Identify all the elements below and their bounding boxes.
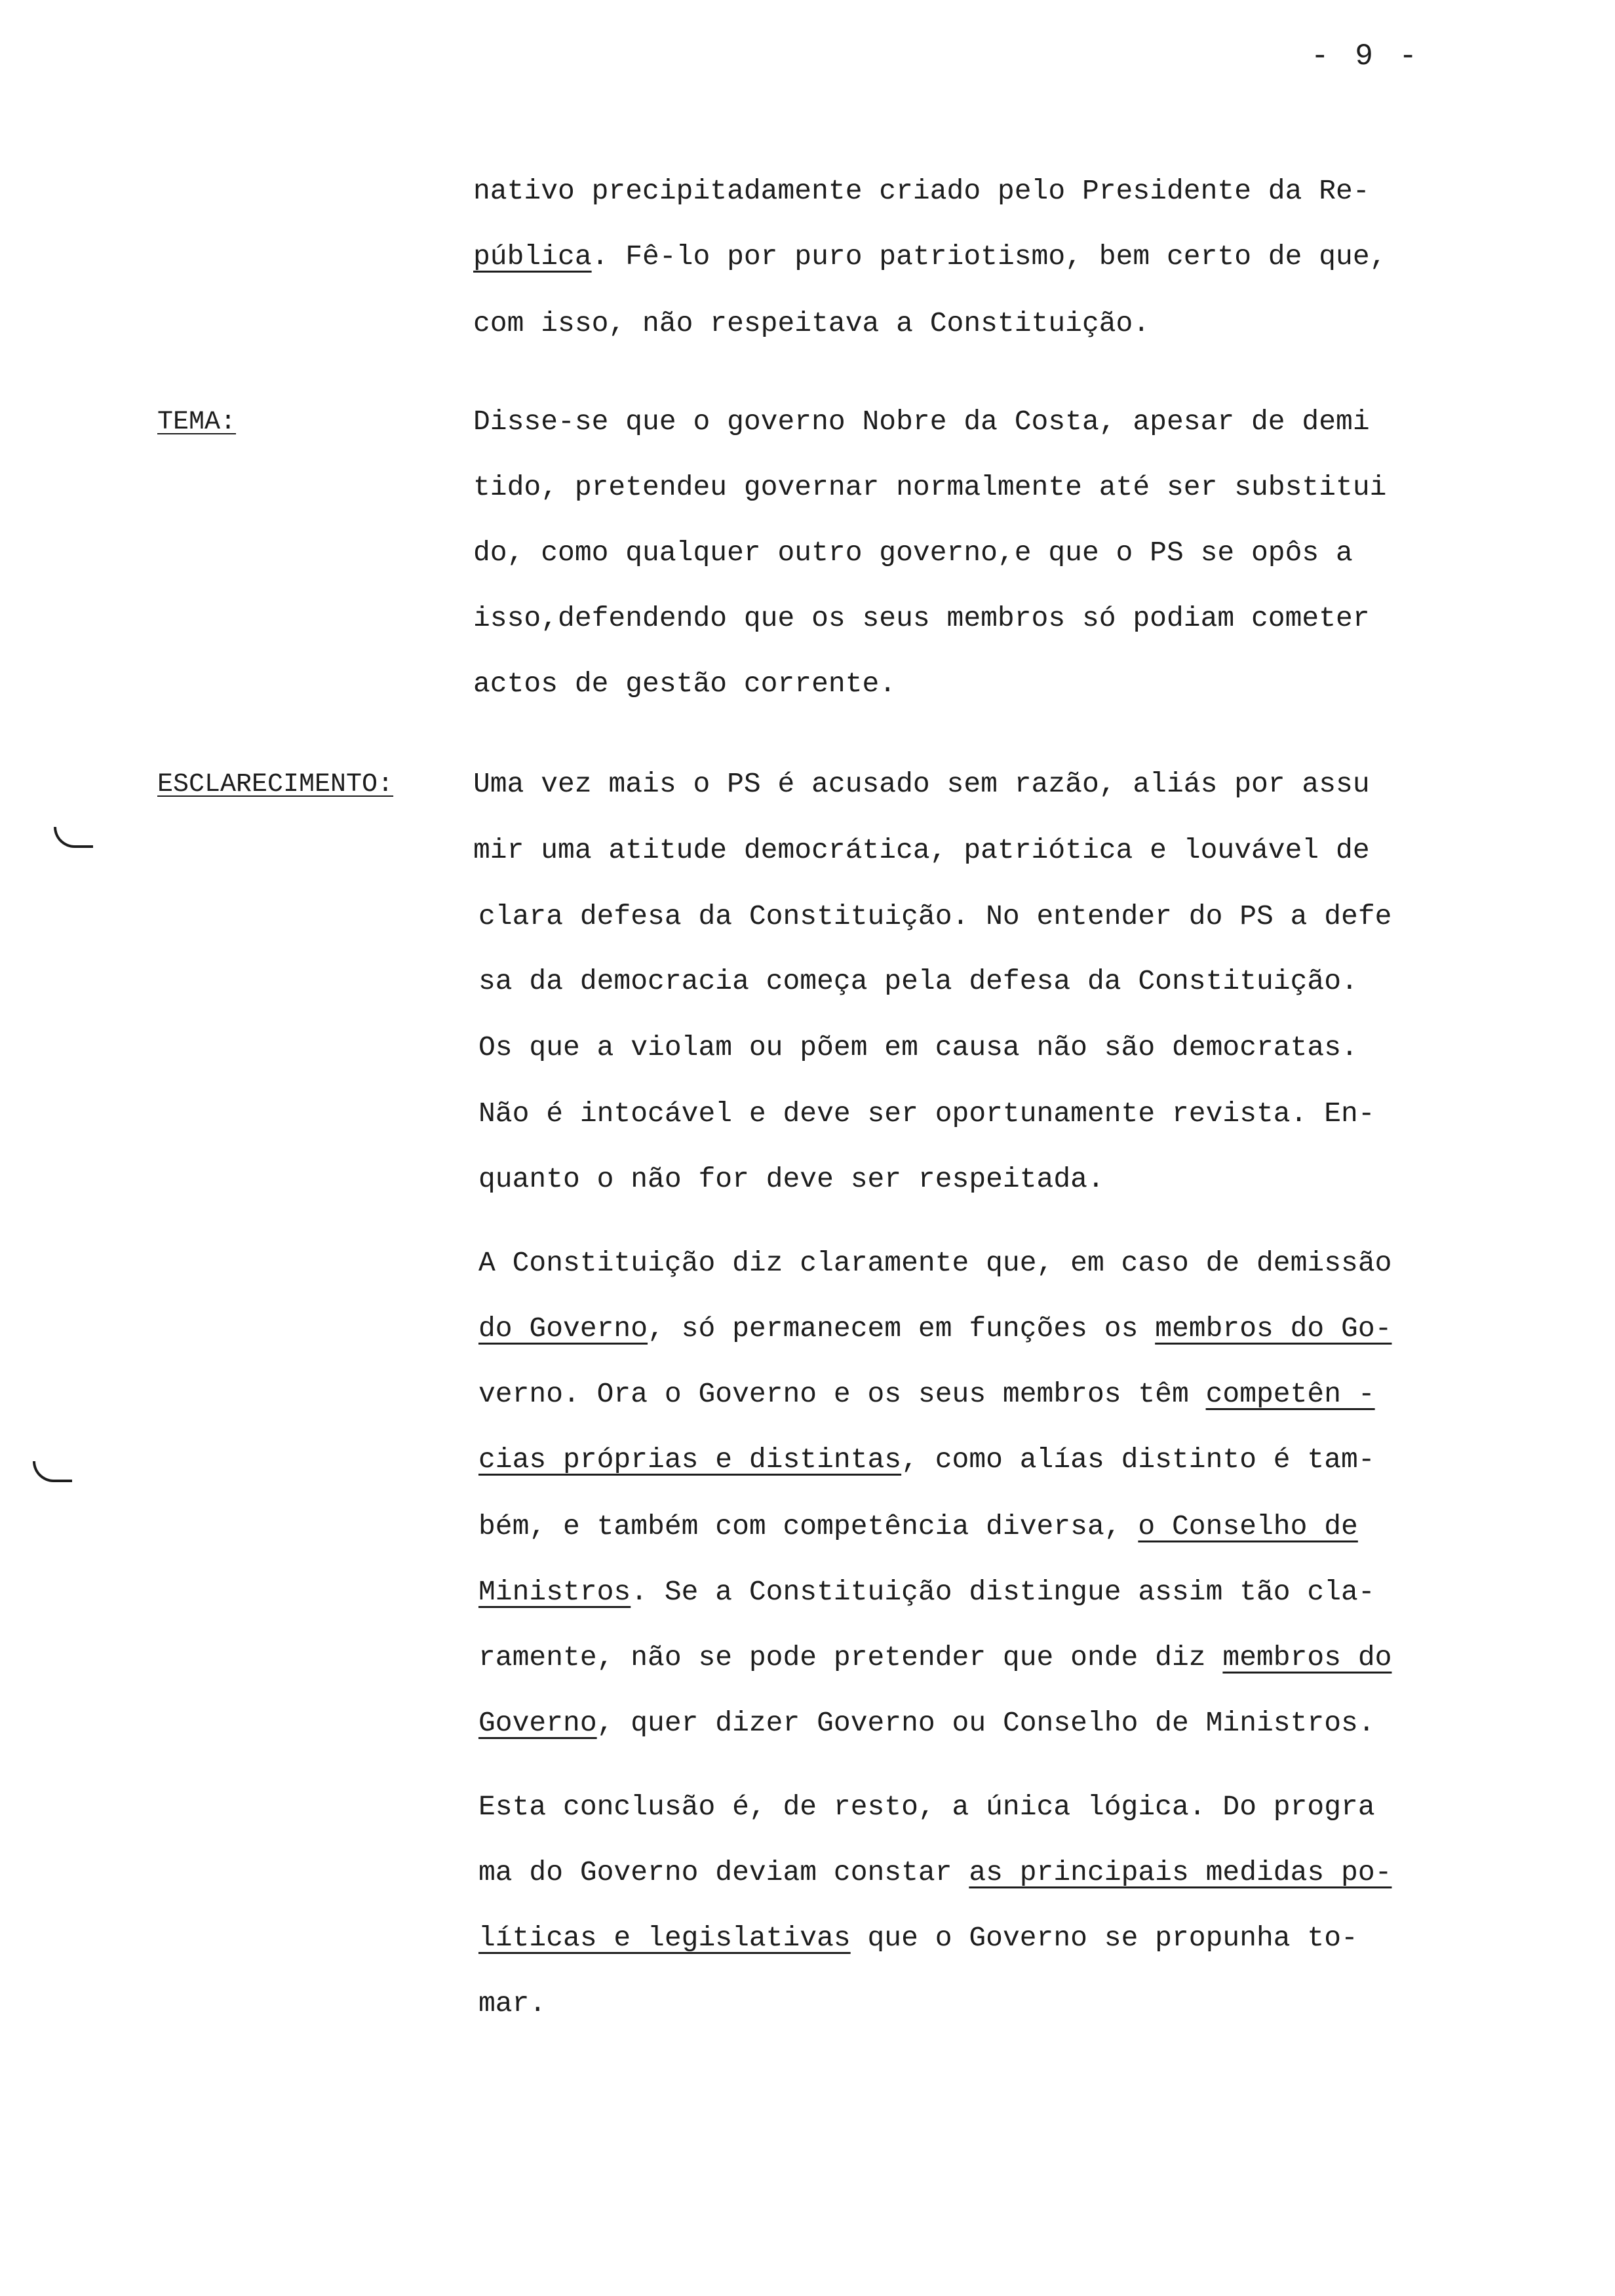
tema-label: TEMA: [157,408,237,437]
body-line-text: com isso, não respeitava a Constituição. [473,307,1150,339]
body-line [478,967,1358,995]
body-line [478,1314,1391,1343]
body-line-text: isso,defendendo que os seus membros só podiam cometer [473,602,1370,634]
underlined-text: pública [473,240,592,273]
body-line-text: que o Governo se propunha to- [850,1922,1358,1954]
body-line-text: , só permanecem em funções os [648,1312,1156,1345]
body-line [478,1709,1375,1737]
body-line [478,902,1391,930]
body-line-text: tido, pretendeu governar normalmente até ser substitui [473,471,1387,503]
body-line [478,1445,1375,1474]
underlined-text: Governo [478,1707,597,1739]
underlined-text: do Governo [478,1312,648,1345]
body-line-text: A Constituição diz claramente que, em caso de demissão [478,1247,1392,1279]
body-line-text: Não é intocável e deve ser oportunamente revista. En- [478,1098,1375,1130]
body-line-text: clara defesa da Constituição. No entender do PS a defe [478,900,1392,932]
underlined-text: cias próprias e distintas [478,1444,902,1476]
body-line [473,309,1150,337]
underlined-text: membros do Go- [1155,1312,1392,1345]
underlined-text: competên - [1205,1378,1375,1410]
body-line-text: bém, e também com competência diversa, [478,1510,1138,1542]
body-line-text: , quer dizer Governo ou Conselho de Ministros. [596,1707,1375,1739]
page-number: - 9 - [1311,39,1422,73]
underlined-text: o Conselho de [1138,1510,1358,1542]
body-line [478,1793,1375,1821]
body-line-text: ramente, não se pode pretender que onde diz [478,1641,1223,1674]
body-line-text: . Fê-lo por puro patriotismo, bem certo de que, [591,240,1387,273]
body-line-text: do, como qualquer outro governo,e que o PS se opôs a [473,537,1353,569]
body-line [473,836,1370,864]
body-line [478,1643,1391,1672]
body-line [473,473,1386,501]
body-line-text: mir uma atitude democrática, patriótica e louvável de [473,834,1370,866]
body-line [478,1512,1358,1540]
margin-check-mark [54,827,93,848]
body-line [473,770,1370,798]
body-line [473,177,1370,205]
underlined-text: líticas e legislativas [478,1922,851,1954]
body-line [473,604,1370,632]
body-line-text: ma do Governo deviam constar [478,1856,969,1888]
body-line [478,1033,1358,1062]
body-line-text: , como alías distinto é tam- [901,1444,1375,1476]
body-line [473,242,1386,271]
underlined-text: membros do [1222,1641,1392,1674]
body-line-text: sa da democracia começa pela defesa da Constituição. [478,965,1358,997]
body-line-text: Esta conclusão é, de resto, a única lógica. Do progra [478,1791,1375,1823]
body-line-text: verno. Ora o Governo e os seus membros têm [478,1378,1206,1410]
body-line-text: nativo precipitadamente criado pelo Presidente da Re- [473,175,1370,207]
body-line [478,1924,1358,1952]
body-line [478,1380,1375,1408]
body-line [478,1249,1391,1277]
body-line-text: actos de gestão corrente. [473,668,897,700]
body-line [478,1578,1375,1606]
body-line-text: Os que a violam ou põem em causa não são democratas. [478,1031,1358,1063]
body-line [478,1165,1104,1193]
underlined-text: Ministros [478,1576,631,1608]
body-line [473,539,1353,567]
body-line [473,670,896,698]
esclarecimento-label: ESCLARECIMENTO: [157,770,394,799]
body-line [478,1100,1375,1128]
body-line-text: . Se a Constituição distingue assim tão cla- [631,1576,1375,1608]
underlined-text: as principais medidas po- [969,1856,1392,1888]
body-line [473,408,1370,436]
body-line-text: Disse-se que o governo Nobre da Costa, apesar de demi [473,406,1370,438]
body-line-text: mar. [478,1987,547,2019]
body-line [478,1989,546,2018]
body-line-text: Uma vez mais o PS é acusado sem razão, aliás por assu [473,768,1370,800]
body-line [478,1858,1391,1886]
body-line-text: quanto o não for deve ser respeitada. [478,1163,1104,1195]
margin-check-mark [33,1461,72,1482]
